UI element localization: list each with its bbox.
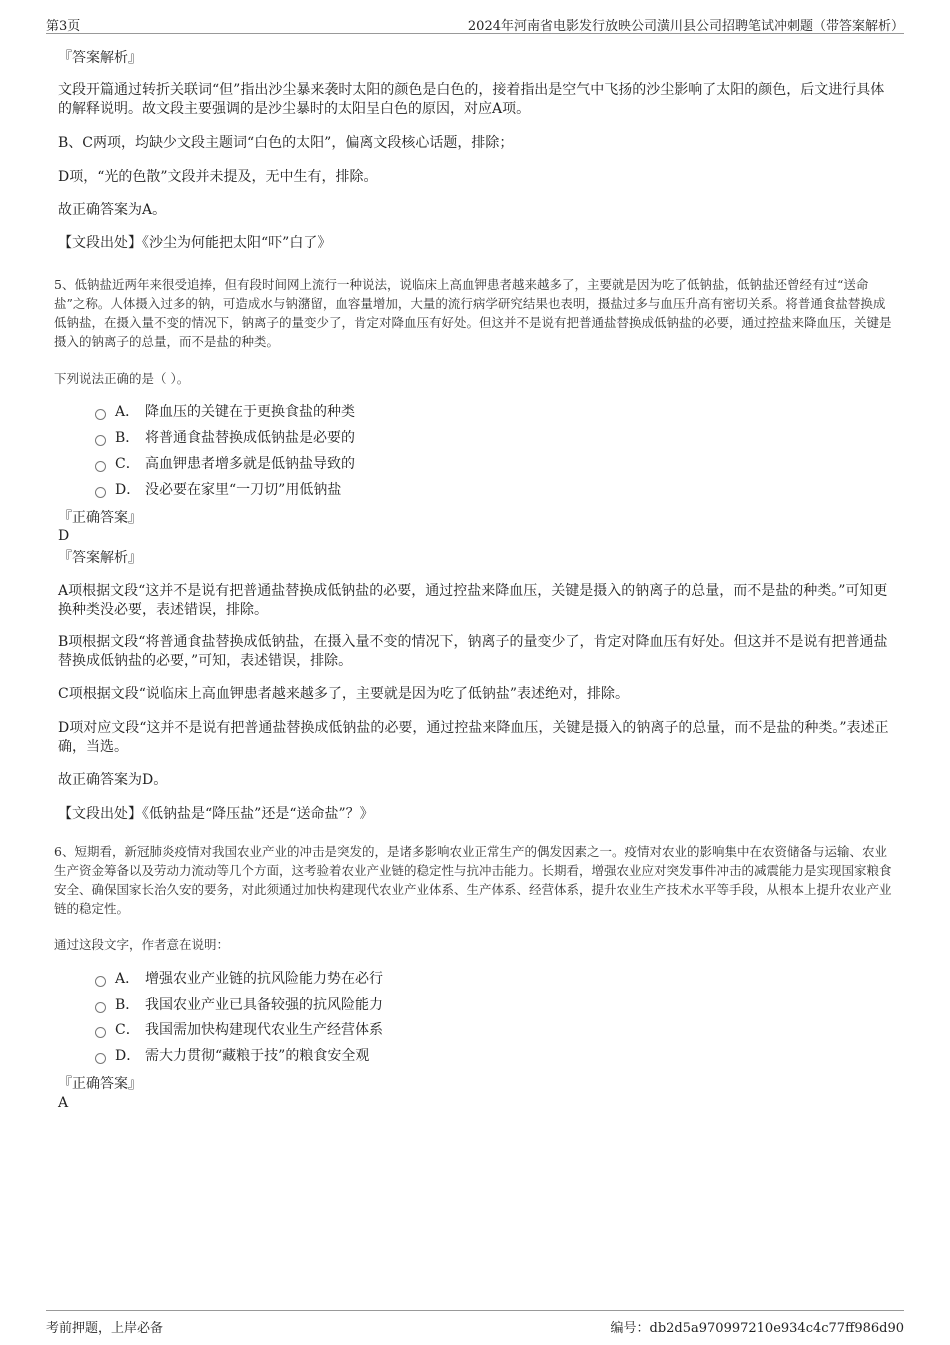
analysis-paragraph: 文段开篇通过转折关联词“但”指出沙尘暴来袭时太阳的颜色是白色的，接着指出是空气中飞扬的沙尘影响了太阳的颜色，后文进行具体的解释说明。故文段主要强调的是沙尘暴时的太阳呈白色的原因，对应A项。	[58, 82, 885, 117]
question-prompt: 通过这段文字，作者意在说明：	[54, 937, 230, 952]
page-footer	[46, 1310, 904, 1337]
radio-icon[interactable]	[95, 409, 106, 420]
analysis-paragraph: D项对应文段“这并不是说有把普通盐替换成低钠盐的必要，通过控盐来降血压，关键是摄入的钠离子的总量，而不是盐的种类。”表述正确，当选。	[58, 720, 889, 755]
radio-icon[interactable]	[95, 1002, 106, 1013]
footer-slogan: 考前押题，上岸必备	[46, 1321, 164, 1336]
final-answer: 故正确答案为A。	[58, 202, 167, 218]
correct-answer-label: 『正确答案』	[58, 510, 142, 526]
option-c[interactable]: C． 我国需加快构建现代农业生产经营体系	[95, 1020, 383, 1040]
page-header	[46, 13, 904, 34]
radio-icon[interactable]	[95, 461, 106, 472]
analysis-paragraph: A项根据文段“这并不是说有把普通盐替换成低钠盐的必要，通过控盐来降血压，关键是摄入的钠离子的总量，而不是盐的种类。”可知更换种类没必要，表述错误，排除。	[58, 583, 888, 618]
analysis-label: 『答案解析』	[58, 50, 142, 66]
analysis-paragraph: C项根据文段“说临床上高血钾患者越来越多了，主要就是因为吃了低钠盐”表述绝对，排除。	[58, 686, 630, 702]
option-d[interactable]: D． 没必要在家里“一刀切”用低钠盐	[95, 480, 341, 500]
document-title: 2024年河南省电影发行放映公司潢川县公司招聘笔试冲刺题（带答案解析）	[467, 19, 904, 34]
option-a[interactable]: A． 增强农业产业链的抗风险能力势在必行	[95, 969, 383, 989]
option-b[interactable]: B． 我国农业产业已具备较强的抗风险能力	[95, 995, 383, 1015]
page-number: 第3页	[46, 19, 81, 34]
radio-icon[interactable]	[95, 487, 106, 498]
passage-source: 【文段出处】《低钠盐是“降压盐”还是“送命盐”？》	[58, 806, 374, 822]
radio-icon[interactable]	[95, 435, 106, 446]
analysis-paragraph: B项根据文段“将普通食盐替换成低钠盐，在摄入量不变的情况下，钠离子的量变少了，肯定对降血压有好处。但这并不是说有把普通盐替换成低钠盐的必要，”可知，表述错误，排除。	[58, 634, 888, 669]
option-d[interactable]: D． 需大力贯彻“藏粮于技”的粮食安全观	[95, 1046, 369, 1066]
option-b[interactable]: B． 将普通食盐替换成低钠盐是必要的	[95, 428, 355, 448]
correct-answer-label: 『正确答案』	[58, 1076, 142, 1092]
radio-icon[interactable]	[95, 976, 106, 987]
option-c[interactable]: C． 高血钾患者增多就是低钠盐导致的	[95, 454, 355, 474]
radio-icon[interactable]	[95, 1027, 106, 1038]
correct-answer: A	[58, 1095, 69, 1111]
analysis-paragraph: B、C两项，均缺少文段主题词“白色的太阳”，偏离文段核心话题，排除；	[58, 135, 514, 151]
document-id: 编号：db2d5a970997210e934c4c77ff986d90	[610, 1321, 904, 1336]
analysis-label: 『答案解析』	[58, 550, 142, 566]
question-text: 5、低钠盐近两年来很受追捧，但有段时间网上流行一种说法，说临床上高血钾患者越来越多了，主要就是因为吃了低钠盐，低钠盐还曾经有过“送命盐”之称。人体摄入过多的钠，可造成水与钠潴留，血容量增加，大量的流行病学研究结果也表明，摄盐过多与血压升高有密切关系。将普通食盐替换成低钠盐，在摄入量不变的情况下，钠离子的量变少了，肯定对降血压有好处。但这并不是说有把普通盐替换成低钠盐的必要，通过控盐来降血压，关键是摄入的钠离子的总量，而不是盐的种类。	[54, 277, 892, 349]
radio-icon[interactable]	[95, 1053, 106, 1064]
final-answer: 故正确答案为D。	[58, 772, 168, 788]
analysis-paragraph: D项，“光的色散”文段并未提及，无中生有，排除。	[58, 169, 378, 185]
correct-answer: D	[58, 528, 70, 544]
question-prompt: 下列说法正确的是（ ）。	[54, 371, 190, 386]
question-text: 6、短期看，新冠肺炎疫情对我国农业产业的冲击是突发的，是诸多影响农业正常生产的偶发因素之一。疫情对农业的影响集中在农资储备与运输、农业生产资金筹备以及劳动力流动等几个方面，这考验着农业产业链的稳定性与抗冲击能力。长期看，增强农业应对突发事件冲击的减震能力是实现国家粮食安全、确保国家长治久安的要务，对此须通过加快构建现代农业产业体系、生产体系、经营体系，提升农业生产技术水平等手段，从根本上提升农业产业链的稳定性。	[54, 844, 892, 916]
passage-source: 【文段出处】《沙尘为何能把太阳“吓”白了》	[58, 235, 332, 251]
option-a[interactable]: A． 降血压的关键在于更换食盐的种类	[95, 402, 355, 422]
